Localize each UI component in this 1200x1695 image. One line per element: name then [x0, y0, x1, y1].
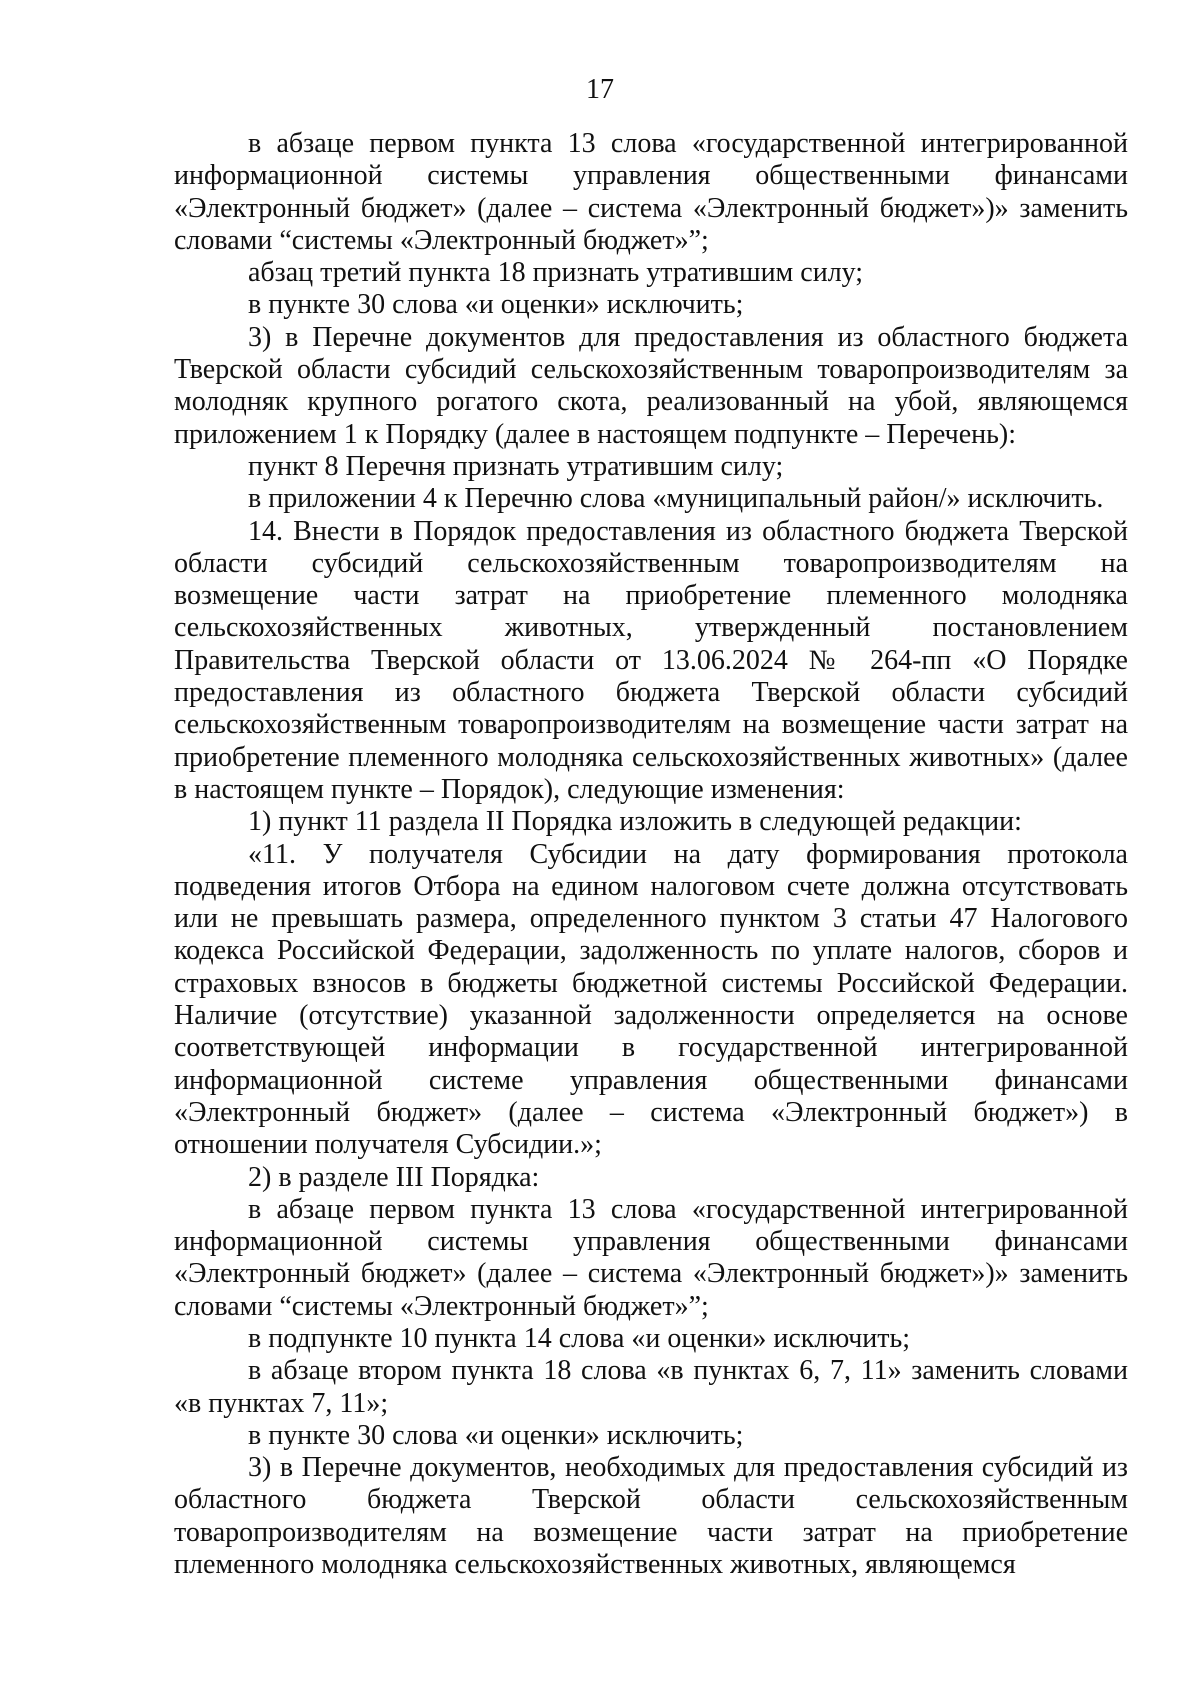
paragraph: абзац третий пункта 18 признать утратившим силу;	[248, 257, 864, 289]
paragraph: в абзаце первом пункта 13 слова «государственной интегрированной информационной системы управления общественными финансами «Электронный бюджет» (далее – система «Электронный бюджет»)» заменить словами “системы «Электронный бюджет»”;	[174, 1193, 1128, 1322]
paragraph: в абзаце первом пункта 13 слова «государственной интегрированной информационной системы управления общественными финансами «Электронный бюджет» (далее – система «Электронный бюджет»)» заменить словами “системы «Электронный бюджет»”;	[174, 128, 1128, 256]
paragraph: 3) в Перечне документов, необходимых для предоставления субсидий из областного бюджета Тверской области сельскохозяйственным товаропроизводителям на возмещение части затрат на приобретение племенного молодняка сельскохозяйственных животных, являющемся	[174, 1452, 1128, 1581]
paragraph: в пункте 30 слова «и оценки» исключить;	[248, 289, 744, 321]
paragraph: 1) пункт 11 раздела II Порядка изложить в следующей редакции:	[248, 806, 1022, 838]
paragraph: в абзаце втором пункта 18 слова «в пунктах 6, 7, 11» заменить словами «в пунктах 7, 11»;	[174, 1355, 1128, 1419]
paragraph: пункт 8 Перечня признать утратившим силу;	[248, 450, 784, 482]
paragraph: в пункте 30 слова «и оценки» исключить;	[248, 1419, 744, 1451]
paragraph: «11. У получателя Субсидии на дату формирования протокола подведения итогов Отбора на едином налоговом счете должна отсутствовать или не превышать размера, определенного пунктом 3 статьи 47 Налогового кодекса Российской Федерации, задолженность по уплате налогов, сборов и страховых взносов в бюджеты бюджетной системы Российской Федерации. Наличие (отсутствие) указанной задолженности определяется на основе соответствующей информации в государственной интегрированной информационной системе управления общественными финансами «Электронный бюджет» (далее – система «Электронный бюджет») в отношении получателя Субсидии.»;	[174, 838, 1128, 1161]
paragraph: в подпункте 10 пункта 14 слова «и оценки» исключить;	[248, 1322, 911, 1354]
paragraph: 14. Внести в Порядок предоставления из областного бюджета Тверской области субсидий сельскохозяйственным товаропроизводителям на возмещение части затрат на приобретение племенного молодняка сельскохозяйственных животных, утвержденный постановлением Правительства Тверской области от 13.06.2024 № 264-пп «О Порядке предоставления из областного бюджета Тверской области субсидий сельскохозяйственным товаропроизводителям на возмещение части затрат на приобретение племенного молодняка сельскохозяйственных животных» (далее в настоящем пункте – Порядок), следующие изменения:	[174, 515, 1128, 805]
document-body	[174, 128, 1128, 1581]
paragraph: в приложении 4 к Перечню слова «муниципальный район/» исключить.	[248, 483, 1104, 515]
paragraph: 3) в Перечне документов для предоставления из областного бюджета Тверской области субсидий сельскохозяйственным товаропроизводителям за молодняк крупного рогатого скота, реализованный на убой, являющемся приложением 1 к Порядку (далее в настоящем подпункте – Перечень):	[174, 321, 1128, 450]
paragraph: 2) в разделе III Порядка:	[248, 1161, 540, 1193]
page-number: 17	[586, 74, 614, 105]
